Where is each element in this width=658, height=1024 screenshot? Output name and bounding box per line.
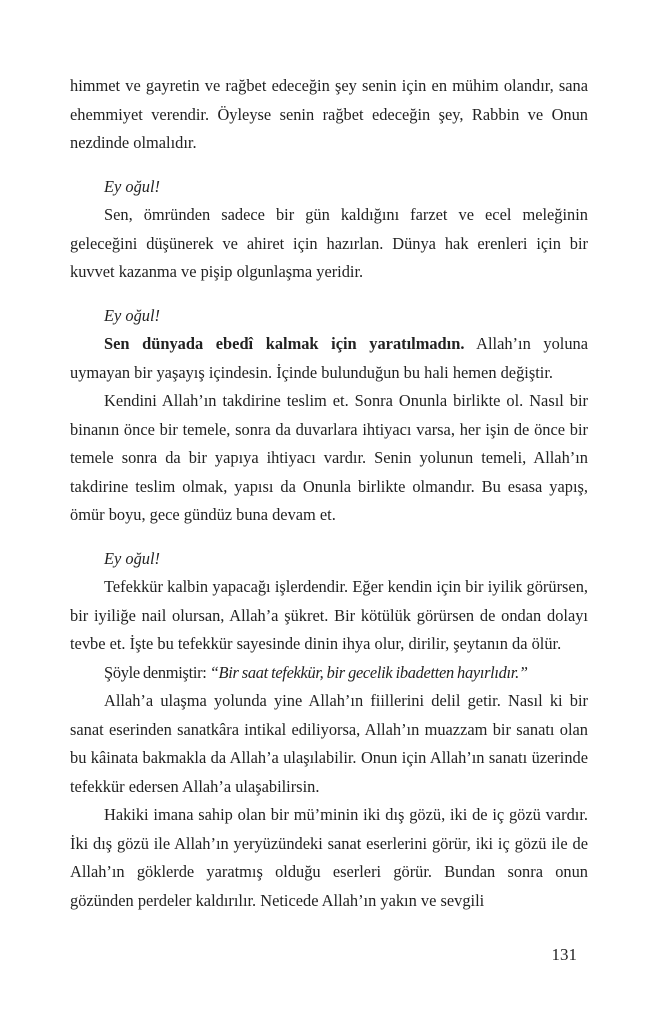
section-2-heading: Ey oğul! [104,305,160,325]
section-2-paragraph-1-rest: Allah’ın yoluna uymayan bir yaşayış içindesin. İçinde bulunduğun bu hali hemen değiştir. [70,334,588,382]
saying-quote: “Bir saat tefekkür, bir gecelik ibadetten hayırlıdır.” [209,662,528,682]
section-3-heading: Ey oğul! [104,548,160,568]
bold-opening-sentence: Sen dünyada ebedî kalmak için yaratılmadın. [104,334,465,353]
page-number: 131 [551,945,577,964]
section-2-paragraph-2: Kendini Allah’ın takdirine teslim et. Sonra Onunla birlikte ol. Nasıl bir binanın önce bir temele, sonra da duvarlara ihtiyacı varsa, her işin de önce bir temele sonra da bir yapıya ihtiyacı vardır. Senin yolunun temeli, Allah’ın takdirine teslim olmak, yapısı da Onunla birlikte olmandır. Bu esasa yapış, ömür boyu, gece gündüz buna devam et. [70,391,588,524]
section-3-paragraph-2: Allah’a ulaşma yolunda yine Allah’ın fiillerini delil getir. Nasıl ki bir sanat eserinden sanatkâra intikal ediliyorsa, Allah’ın muazzam bir sanatı olan bu kâinata bakmakla da Allah’a ulaşılabilir. Onun için Allah’ın sanatı üzerinde tefekkür edersen Allah’a ulaşabilirsin. [70,691,588,796]
continuation-paragraph: himmet ve gayretin ve rağbet edeceğin şey senin için en mühim olandır, sana ehemmiyet verendir. Öyleyse senin rağbet edeceğin şey, Rabbin ve Onun nezdinde olmalıdır. [70,76,588,152]
saying-lead: Şöyle denmiştir: [104,662,210,682]
section-1-heading: Ey oğul! [104,176,160,196]
page-text-block [70,72,588,915]
section-2-paragraph-1 [70,330,588,387]
section-3-saying-line [70,659,588,688]
section-3-paragraph-1: Tefekkür kalbin yapacağı işlerdendir. Eğer kendin için bir iyilik görürsen, bir iyiliğe nail olursan, Allah’a şükret. Bir kötülük görürsen de ondan dolayı tevbe et. İşte bu tefekkür sayesinde dinin ihya olur, dirilir, şeytanın da ölür. [70,577,588,653]
section-1-paragraph-1: Sen, ömründen sadece bir gün kaldığını farzet ve ecel meleğinin geleceğini düşünerek ve ahiret için hazırlan. Dünya hak erenleri için bir kuvvet kazanma ve pişip olgunlaşma yeridir. [70,205,588,281]
section-3-paragraph-3: Hakiki imana sahip olan bir mü’minin iki dış gözü, iki de iç gözü vardır. İki dış gözü ile Allah’ın yeryüzündeki sanat eserlerini görür, iki iç gözü ile de Allah’ın göklerde yaratmış olduğu eserleri görür. Bundan sonra onun gözünden perdeler kaldırılır. Neticede Allah’ın yakın ve sevgili [70,805,588,910]
